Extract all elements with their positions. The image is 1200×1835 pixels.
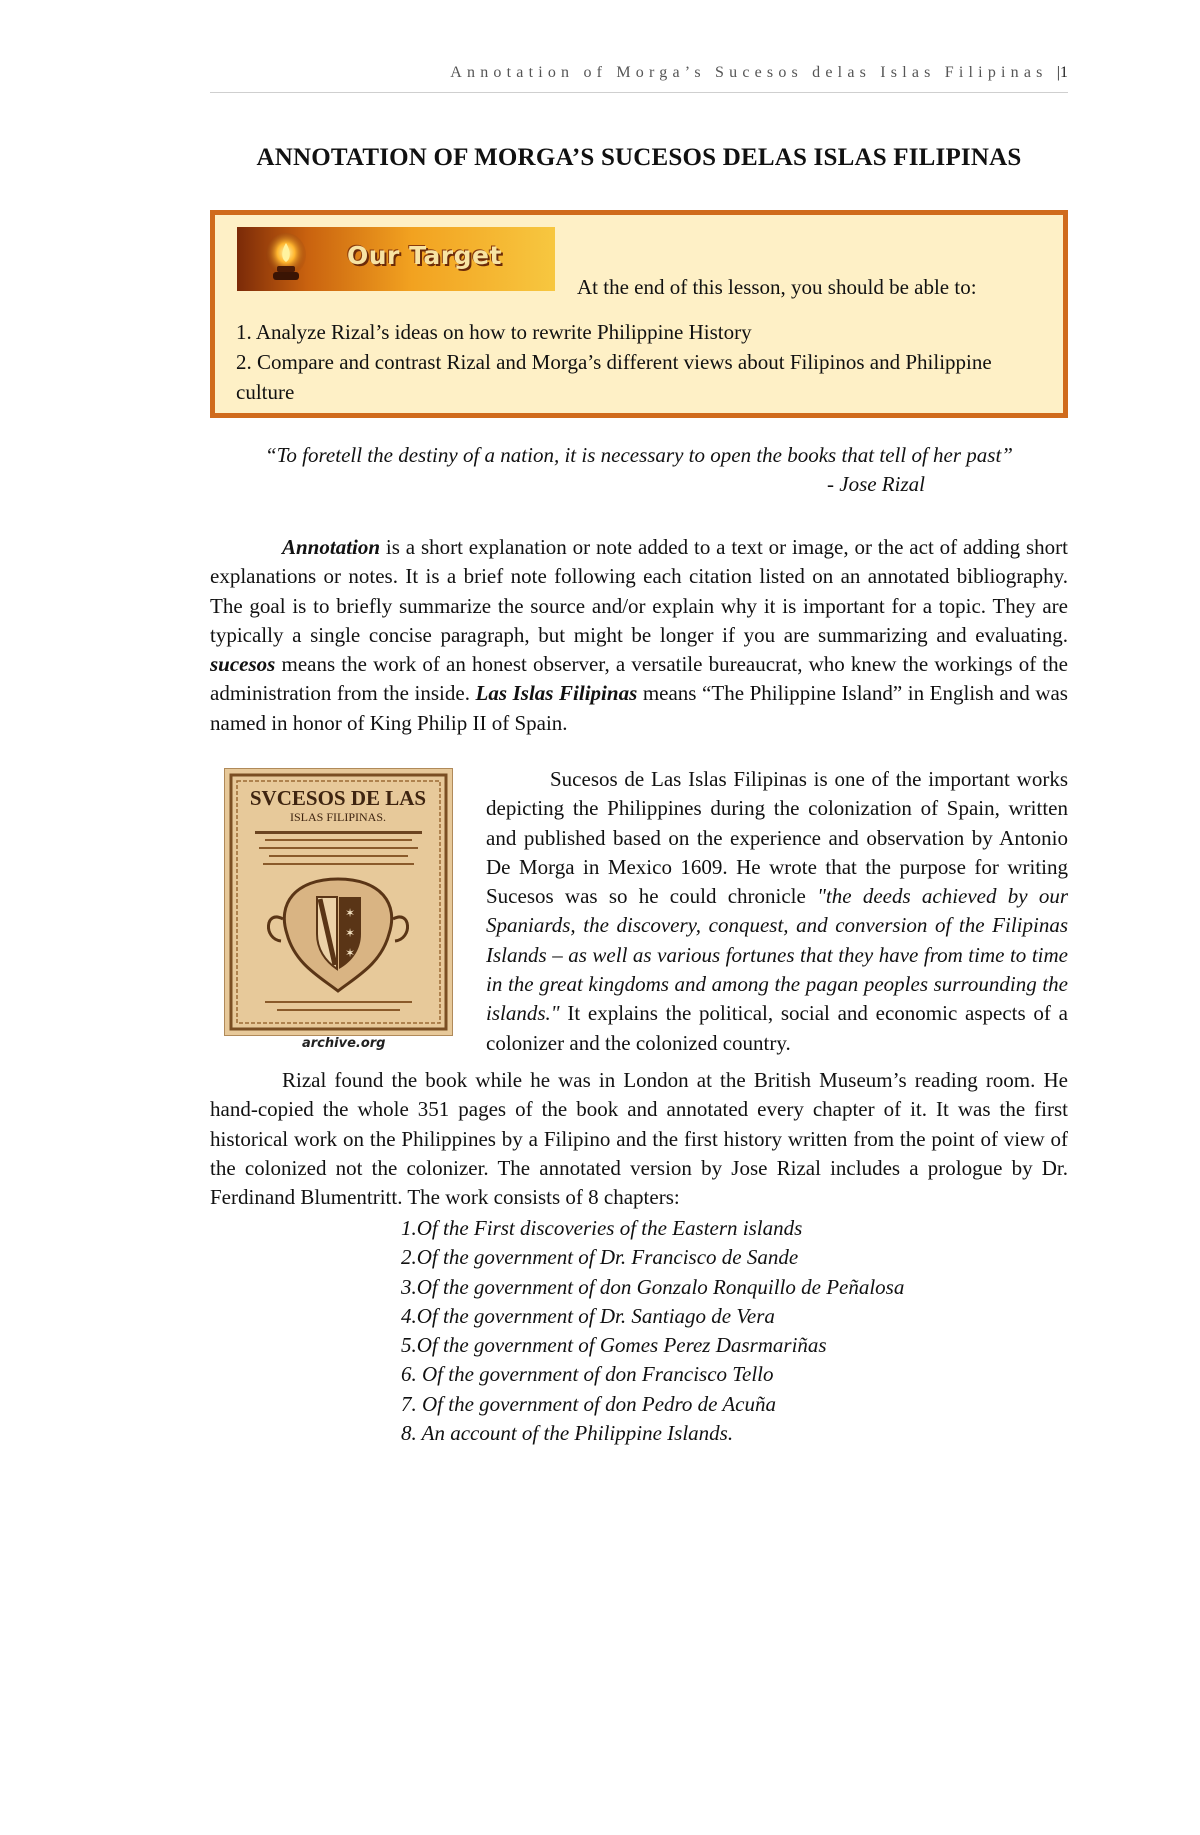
sucesos-text: Sucesos de Las Islas Filipinas is one of the important works depicting the Philippines during the colonization of Spain, written and published based on the experience and observation by Antonio De Morga in Mexico 1609. He wrote that the purpose for writing Sucesos was so he could chronicle [486, 767, 1068, 909]
rizal-paragraph [210, 1066, 1068, 1212]
our-target-banner [237, 227, 555, 291]
annotation-text-1: is a short explanation or note added to a text or image, or the act of adding short explanations or notes. It is a brief note following each citation listed on an annotated bibliography. The goal is to briefly summarize the source and/or explain why it is important for a topic. They are typically a single concise paragraph, but might be longer if you are summarizing and evaluating. [210, 535, 1068, 647]
objective-2: 2. Compare and contrast Rizal and Morga’s different views about Filipinos and Philippine culture [236, 350, 992, 404]
chapter-item: 8. An account of the Philippine Islands. [401, 1421, 734, 1446]
annotation-text-3: means “The Philippine Island” in English and was named in honor of King Philip II of Spain. [210, 681, 1068, 735]
term-islas-filipinas: Las Islas Filipinas [475, 681, 638, 706]
chapter-item: 2.Of the government of Dr. Francisco de Sande [401, 1245, 799, 1270]
page-title: ANNOTATION OF MORGA’S SUCESOS DELAS ISLAS FILIPINAS [256, 144, 1022, 171]
rizal-quote: “To foretell the destiny of a nation, it is necessary to open the books that tell of her past” [265, 443, 1013, 467]
chapter-list [401, 1214, 904, 1448]
figure-caption: archive.org [302, 1036, 386, 1051]
term-annotation: Annotation [282, 535, 381, 559]
term-sucesos: sucesos [210, 652, 276, 677]
quote-author: - Jose Rizal [827, 472, 925, 496]
book-cover-illustration [225, 769, 452, 1035]
running-header [210, 64, 1068, 93]
our-target-label: Our Target [347, 241, 502, 270]
book-subtitle-text: ISLAS FILIPINAS. [289, 810, 387, 824]
svg-text:✶: ✶ [344, 946, 356, 960]
chapter-item: 1.Of the First discoveries of the Eastern islands [401, 1216, 803, 1240]
sucesos-paragraph [486, 765, 1068, 1058]
svg-text:✶: ✶ [344, 926, 356, 940]
chapter-item: 3.Of the government of don Gonzalo Ronquillo de Peñalosa [401, 1274, 905, 1299]
objective-1: 1. Analyze Rizal’s ideas on how to rewrite Philippine History [236, 320, 752, 344]
sucesos-quote: "the deeds achieved by our Spaniards, the discovery, conquest, and conversion of the Filipinas Islands – as well as various fortunes that they have from time to time in the great kingdoms and among the pagan peoples surrounding the islands." [486, 884, 1068, 1026]
sucesos-book-cover-image [224, 768, 453, 1036]
running-title: Annotation of Morga’s Sucesos delas Islas Filipinas [450, 64, 1048, 81]
oil-lamp-icon [265, 233, 307, 285]
page-number-separator: | [1056, 64, 1060, 81]
our-target-box [210, 210, 1068, 418]
chapter-item: 4.Of the government of Dr. Santiago de Vera [401, 1303, 775, 1328]
book-title-text: SVCESOS DE LAS [249, 786, 427, 810]
annotation-text-2: means the work of an honest observer, a versatile bureaucrat, who knew the workings of the administration from the inside. [210, 652, 1068, 706]
page-number: 1 [1060, 64, 1068, 81]
sucesos-tail: It explains the political, social and economic aspects of a colonizer and the colonized country. [486, 1001, 1068, 1055]
chapter-item: 6. Of the government of don Francisco Tello [401, 1362, 774, 1387]
rizal-paragraph-text: Rizal found the book while he was in London at the British Museum’s reading room. He hand-copied the whole 351 pages of the book and annotated every chapter of it. It was the first historical work on the Philippines by a Filipino and the first history written from the point of view of the colonized not the colonizer. The annotated version by Jose Rizal includes a prologue by Dr. Ferdinand Blumentritt. The work consists of 8 chapters: [210, 1068, 1068, 1210]
target-intro: At the end of this lesson, you should be able to: [577, 275, 977, 299]
annotation-paragraph [210, 533, 1068, 738]
chapter-item: 7. Of the government of don Pedro de Acuña [401, 1391, 777, 1416]
svg-text:✶: ✶ [344, 906, 356, 920]
chapter-item: 5.Of the government of Gomes Perez Dasrmariñas [401, 1333, 827, 1358]
